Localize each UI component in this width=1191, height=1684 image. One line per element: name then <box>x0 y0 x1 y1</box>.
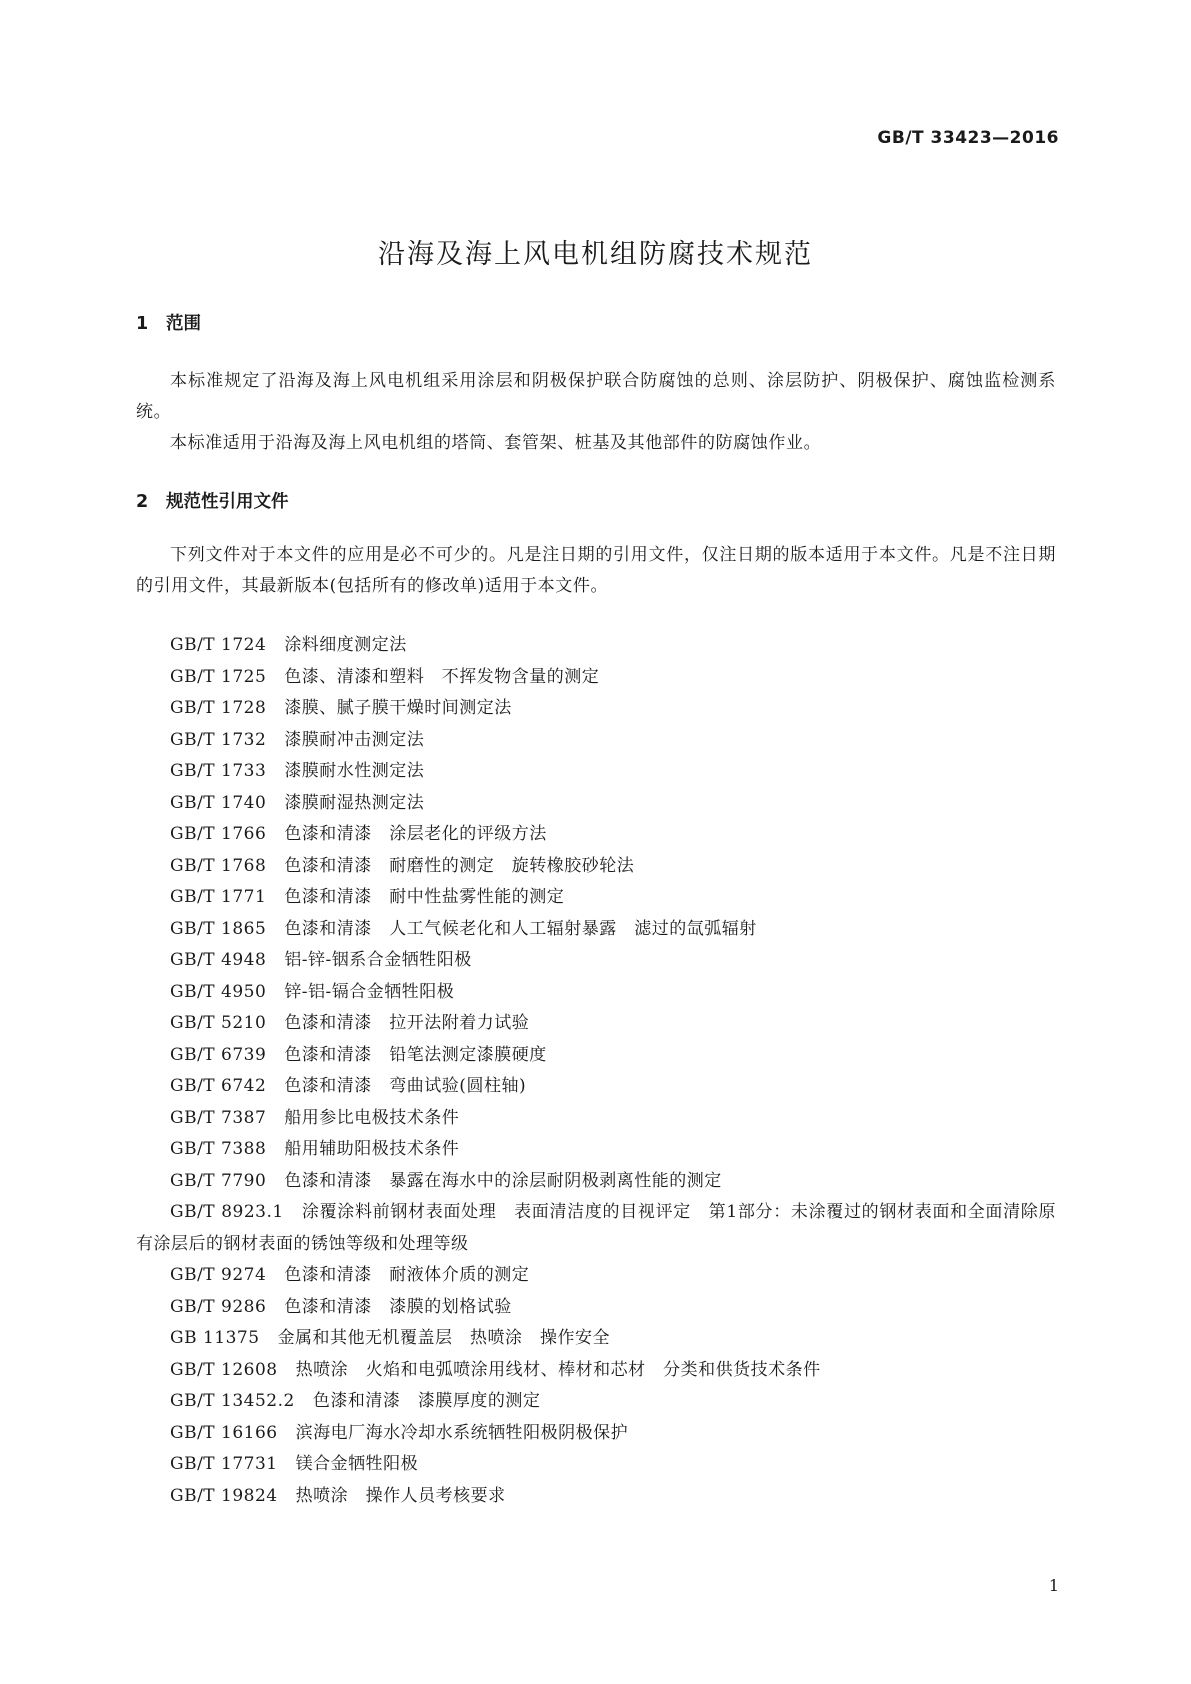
reference-code: GB/T 6742 <box>170 1076 267 1096</box>
reference-code: GB/T 12608 <box>170 1359 278 1380</box>
reference-title: 色漆、清漆和塑料 不挥发物含量的测定 <box>284 666 600 687</box>
reference-title: 铝-锌-铟系合金牺牲阳极 <box>284 950 472 970</box>
reference-item <box>136 1166 1056 1198</box>
reference-code: GB/T 16166 <box>170 1422 278 1443</box>
reference-item <box>136 1292 1056 1324</box>
reference-code: GB 11375 <box>170 1328 260 1348</box>
reference-code: GB/T 1732 <box>170 729 267 750</box>
reference-title: 色漆和清漆 耐液体介质的测定 <box>284 1265 530 1285</box>
section-title: 规范性引用文件 <box>166 492 289 512</box>
reference-code: GB/T 1725 <box>170 666 267 687</box>
reference-item <box>136 1071 1056 1103</box>
normative-references-list <box>136 630 1056 1512</box>
reference-title: 漆膜、腻子膜干燥时间测定法 <box>284 698 512 718</box>
reference-title: 涂覆涂料前钢材表面处理 表面清洁度的目视评定 第1部分：未涂覆过的钢材表面和全面清除原有涂层后的钢材表面的锈蚀等级和处理等级 <box>136 1202 1056 1254</box>
reference-item <box>136 1040 1056 1072</box>
reference-item <box>136 662 1056 694</box>
reference-title: 漆膜耐水性测定法 <box>284 761 425 781</box>
reference-title: 船用辅助阳极技术条件 <box>284 1139 460 1159</box>
reference-code: GB/T 1768 <box>170 855 267 876</box>
reference-code: GB/T 6739 <box>170 1044 267 1065</box>
reference-code: GB/T 1728 <box>170 698 267 718</box>
reference-title: 色漆和清漆 漆膜厚度的测定 <box>312 1391 541 1411</box>
reference-item <box>136 882 1056 914</box>
reference-title: 色漆和清漆 拉开法附着力试验 <box>284 1013 530 1033</box>
reference-item <box>136 819 1056 851</box>
reference-item <box>136 1103 1056 1135</box>
reference-title: 色漆和清漆 弯曲试验(圆柱轴) <box>284 1076 527 1096</box>
reference-title: 滨海电厂海水冷却水系统牺牲阳极阴极保护 <box>295 1422 629 1443</box>
reference-code: GB/T 13452.2 <box>170 1391 295 1411</box>
reference-item <box>136 1260 1056 1292</box>
section-2-heading <box>136 488 289 513</box>
reference-title: 色漆和清漆 铅笔法测定漆膜硬度 <box>284 1044 547 1065</box>
reference-item <box>136 945 1056 977</box>
reference-item <box>136 1323 1056 1355</box>
reference-item <box>136 1386 1056 1418</box>
reference-title: 色漆和清漆 暴露在海水中的涂层耐阴极剥离性能的测定 <box>284 1170 722 1191</box>
reference-code: GB/T 7790 <box>170 1170 267 1191</box>
reference-item <box>136 1008 1056 1040</box>
reference-item <box>136 630 1056 662</box>
reference-item <box>136 1134 1056 1166</box>
reference-code: GB/T 4950 <box>170 981 267 1002</box>
reference-code: GB/T 19824 <box>170 1485 278 1506</box>
reference-code: GB/T 5210 <box>170 1013 267 1033</box>
reference-item <box>136 1355 1056 1387</box>
reference-title: 锌-铝-镉合金牺牲阳极 <box>284 981 455 1002</box>
reference-title: 色漆和清漆 耐磨性的测定 旋转橡胶砂轮法 <box>284 855 635 876</box>
reference-code: GB/T 1740 <box>170 792 267 813</box>
references-intro-paragraph: 下列文件对于本文件的应用是必不可少的。凡是注日期的引用文件，仅注日期的版本适用于本文件。凡是不注日期的引用文件，其最新版本(包括所有的修改单)适用于本文件。 <box>136 545 1056 596</box>
reference-code: GB/T 7388 <box>170 1139 267 1159</box>
reference-code: GB/T 1733 <box>170 761 267 781</box>
reference-title: 镁合金牺牲阳极 <box>295 1454 419 1474</box>
reference-title: 热喷涂 火焰和电弧喷涂用线材、棒材和芯材 分类和供货技术条件 <box>295 1359 821 1380</box>
reference-code: GB/T 4948 <box>170 950 267 970</box>
section-1-heading <box>136 310 201 335</box>
section-number: 2 <box>136 492 149 512</box>
reference-title: 漆膜耐湿热测定法 <box>284 792 425 813</box>
page-number: 1 <box>1048 1576 1059 1595</box>
reference-title: 色漆和清漆 涂层老化的评级方法 <box>284 824 547 844</box>
reference-item <box>136 1197 1056 1260</box>
reference-item <box>136 914 1056 946</box>
reference-title: 色漆和清漆 耐中性盐雾性能的测定 <box>284 887 565 907</box>
reference-code: GB/T 1865 <box>170 918 267 939</box>
reference-item <box>136 693 1056 725</box>
reference-item <box>136 1418 1056 1450</box>
section-number: 1 <box>136 314 149 334</box>
scope-paragraph-2: 本标准适用于沿海及海上风电机组的塔筒、套管架、桩基及其他部件的防腐蚀作业。 <box>170 433 822 453</box>
reference-item <box>136 977 1056 1009</box>
reference-code: GB/T 7387 <box>170 1107 267 1128</box>
reference-title: 金属和其他无机覆盖层 热喷涂 操作安全 <box>277 1328 611 1348</box>
reference-title: 漆膜耐冲击测定法 <box>284 729 425 750</box>
reference-code: GB/T 8923.1 <box>170 1202 284 1222</box>
reference-item <box>136 788 1056 820</box>
reference-item <box>136 756 1056 788</box>
reference-code: GB/T 9286 <box>170 1296 267 1317</box>
reference-title: 热喷涂 操作人员考核要求 <box>295 1485 506 1506</box>
reference-title: 色漆和清漆 漆膜的划格试验 <box>284 1296 512 1317</box>
scope-paragraph-1: 本标准规定了沿海及海上风电机组采用涂层和阴极保护联合防腐蚀的总则、涂层防护、阴极保护、腐蚀监检测系统。 <box>136 371 1056 422</box>
reference-title: 色漆和清漆 人工气候老化和人工辐射暴露 滤过的氙弧辐射 <box>284 918 757 939</box>
reference-code: GB/T 1766 <box>170 824 267 844</box>
reference-code: GB/T 1724 <box>170 635 267 655</box>
reference-title: 船用参比电极技术条件 <box>284 1107 460 1128</box>
reference-item <box>136 1449 1056 1481</box>
reference-code: GB/T 9274 <box>170 1265 267 1285</box>
reference-code: GB/T 1771 <box>170 887 267 907</box>
reference-item <box>136 1481 1056 1513</box>
document-title: 沿海及海上风电机组防腐技术规范 <box>378 239 813 270</box>
reference-title: 涂料细度测定法 <box>284 635 407 655</box>
reference-code: GB/T 17731 <box>170 1454 278 1474</box>
section-title: 范围 <box>166 314 201 334</box>
reference-item <box>136 851 1056 883</box>
standard-code: GB/T 33423—2016 <box>877 128 1059 148</box>
reference-item <box>136 725 1056 757</box>
